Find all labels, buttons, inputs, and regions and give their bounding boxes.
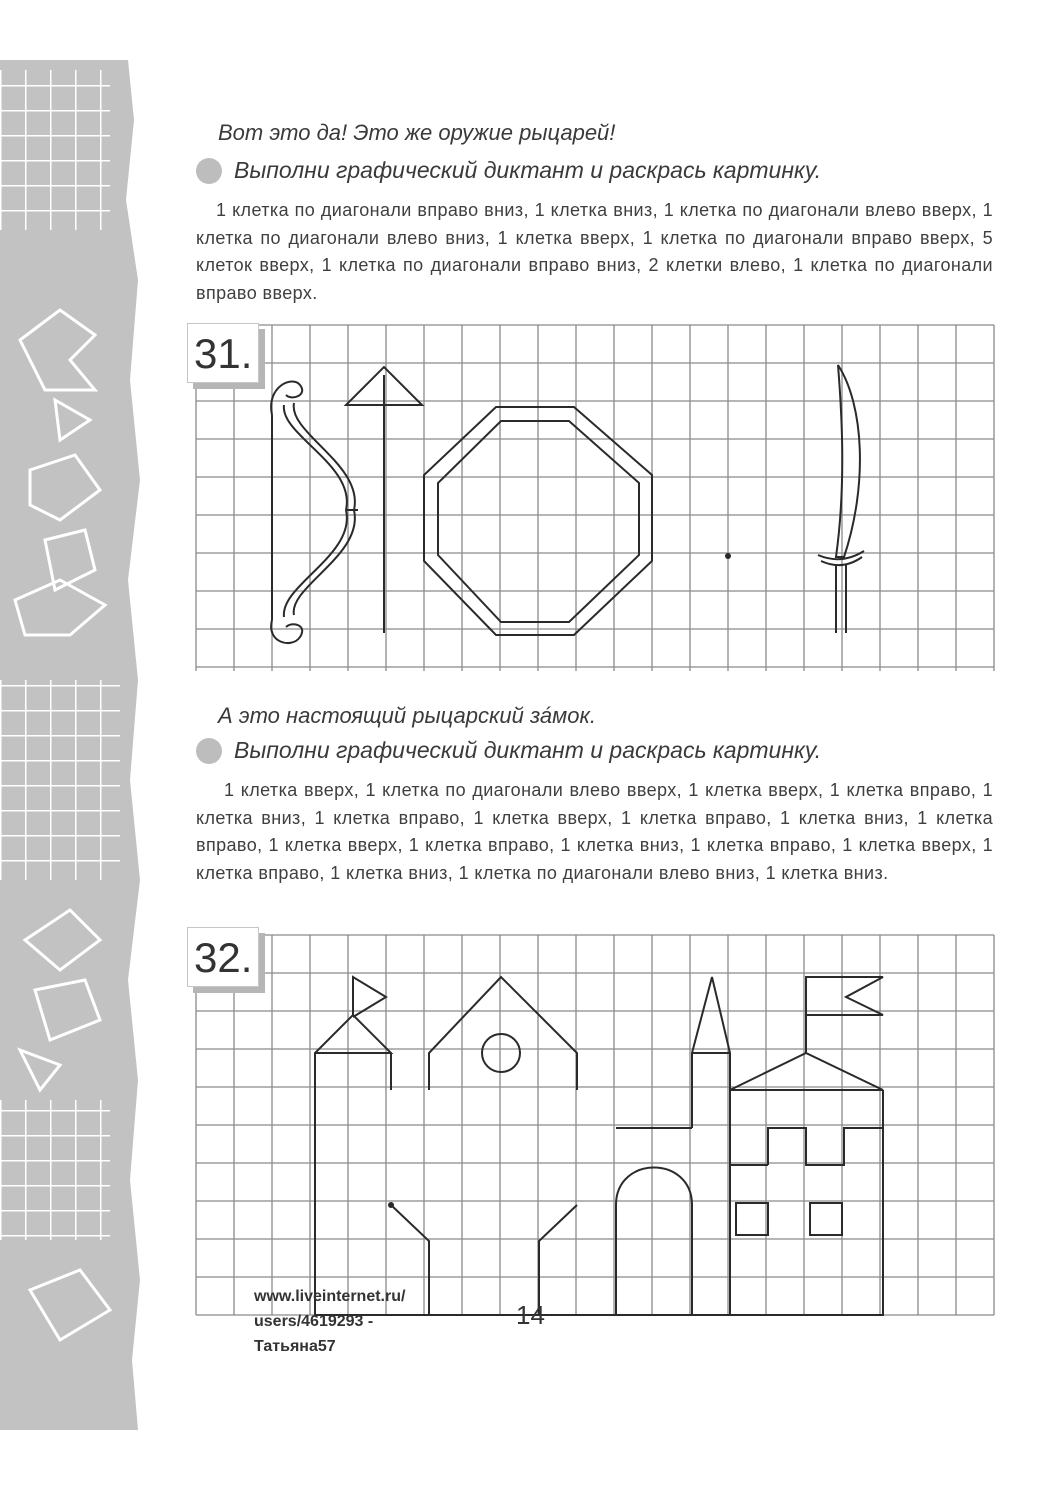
section1-intro: Вот это да! Это же оружие рыцарей! <box>218 120 616 145</box>
grid-32 <box>196 935 996 1315</box>
sword-drawing <box>818 365 864 633</box>
start-point-dot <box>388 1202 394 1208</box>
section1-dictation: 1 клетка по диагонали вправо вниз, 1 клетка вниз, 1 клетка по диагонали влево вверх, 1 клетка по диагонали влево вниз, 1 клетка вверх, 1 клетка по диагонали вправо вверх, 5 клеток вверх, 1 клетка по диагонали вправо вниз, 2 клетки влево, 1 клетка по диагонали вправо вверх. <box>196 200 993 303</box>
start-point-dot <box>725 553 731 559</box>
arrow-drawing <box>346 367 422 633</box>
credit-line: Татьяна57 <box>254 1338 336 1355</box>
credit-line: www.liveinternet.ru/ <box>254 1288 406 1305</box>
grid-31 <box>196 325 996 677</box>
instruction-bullet-icon <box>196 738 222 764</box>
credit-line: users/4619293 - <box>254 1313 374 1330</box>
section1-instruction: Выполни графический диктант и раскрась картинку. <box>234 157 822 183</box>
section2-instruction: Выполни графический диктант и раскрась картинку. <box>234 737 822 763</box>
margin-decoration <box>0 60 145 1430</box>
bow-drawing <box>271 382 358 644</box>
task-number-32: 32. <box>187 927 259 987</box>
castle-drawing <box>315 977 883 1315</box>
page-number: 14 <box>516 1300 545 1330</box>
section2-intro: А это настоящий рыцарский за́мок. <box>218 703 596 728</box>
section2-dictation: 1 клетка вверх, 1 клетка по диагонали влево вверх, 1 клетка вверх, 1 клетка вправо, 1 клетка вниз, 1 клетка вправо, 1 клетка вверх, 1 клетка вправо, 1 клетка вниз, 1 клетка вправо, 1 клетка вверх, 1 клетка вправо, 1 клетка вниз, 1 клетка вправо, 1 клетка вверх, 1 клетка вправо, 1 клетка вниз, 1 клетка по диагонали влево вниз, 1 клетка вниз. <box>196 780 993 883</box>
task-number-31: 31. <box>187 323 259 383</box>
instruction-bullet-icon <box>196 158 222 184</box>
source-credit <box>254 1284 514 1359</box>
